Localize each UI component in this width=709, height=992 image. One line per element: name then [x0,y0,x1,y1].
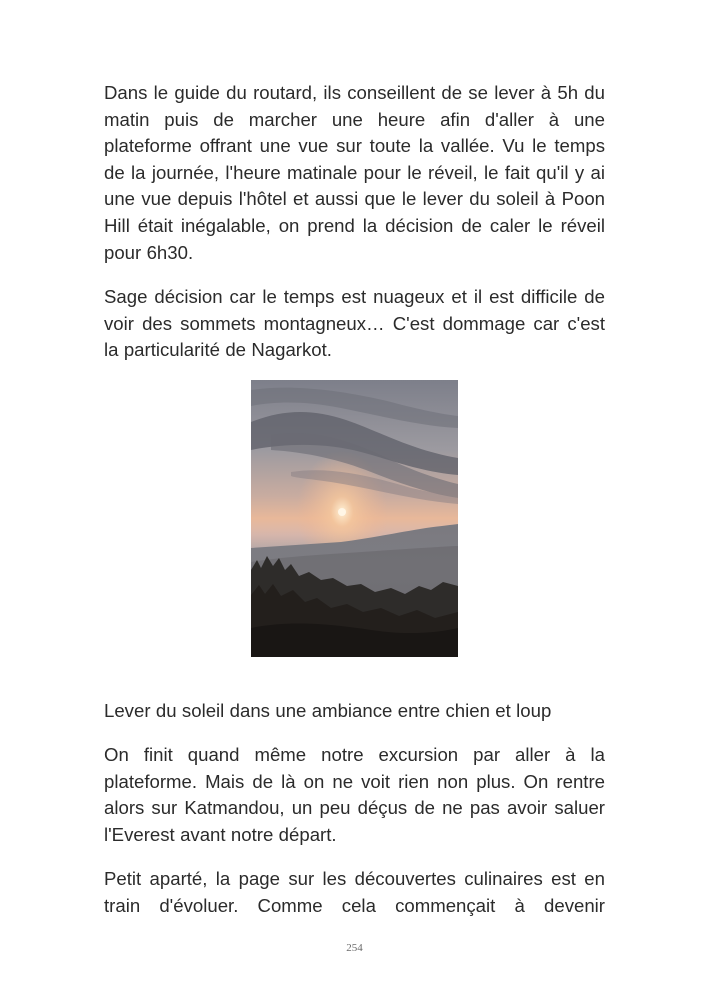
paragraph-guide-routard: Dans le guide du routard, ils conseillent de se lever à 5h du matin puis de marcher une heure afin d'aller à une plateforme offrant une vue sur toute la vallée. Vu le temps de la journée, l'heure matinale pour le réveil, le fait qu'il y ai une vue depuis l'hôtel et aussi que le lever du soleil à Poon Hill était inégalable, on prend la décision de caler le réveil pour 6h30. [104,82,605,263]
page-number: 254 [346,942,363,954]
paragraph-sage-decision: Sage décision car le temps est nuageux et il est difficile de voir des sommets montagneux… C'est dommage car c'est la particularité de Nagarkot. [104,286,605,361]
sunrise-photo [251,380,458,657]
paragraph-aparte: Petit aparté, la page sur les découvertes culinaires est en train d'évoluer. Comme cela commençait à devenir [104,868,605,916]
photo-caption: Lever du soleil dans une ambiance entre chien et loup [104,700,552,721]
sunrise-photo-graphic [251,380,458,657]
paragraph-excursion: On finit quand même notre excursion par aller à la plateforme. Mais de là on ne voit rien non plus. On rentre alors sur Katmandou, un peu déçus de ne pas avoir saluer l'Everest avant notre départ. [104,744,605,845]
